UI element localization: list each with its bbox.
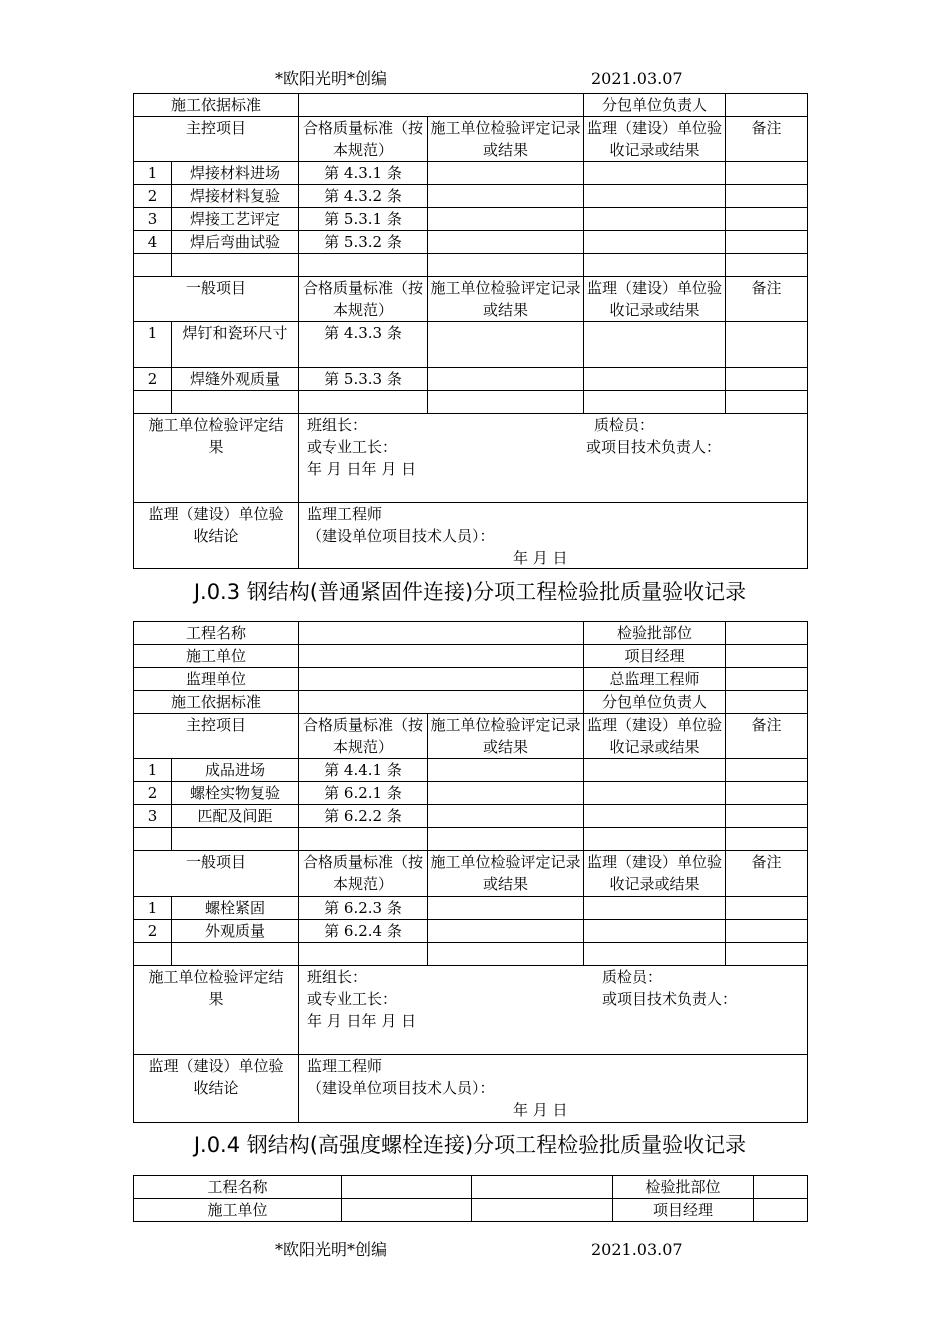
supervisor-record-header: 监理（建设）单位验收记录或结果 <box>584 277 726 322</box>
supervisor-record-cell[interactable] <box>584 759 726 782</box>
supervisor-record-cell[interactable] <box>584 782 726 805</box>
supervisor-record-cell[interactable] <box>584 322 726 368</box>
date-line: 年 月 日年 月 日 <box>307 1012 417 1030</box>
remark-cell[interactable] <box>726 368 808 391</box>
item-standard: 第 4.3.1 条 <box>299 162 428 185</box>
project-name-value[interactable] <box>342 1176 472 1199</box>
supervisor-record-header: 监理（建设）单位验收记录或结果 <box>584 714 726 759</box>
item-standard: 第 6.2.2 条 <box>299 805 428 828</box>
item-number: 2 <box>134 368 172 391</box>
remark-header: 备注 <box>726 117 808 162</box>
supervisor-record-cell[interactable] <box>584 368 726 391</box>
item-name: 成品进场 <box>172 759 299 782</box>
contractor-record-cell[interactable] <box>428 208 584 231</box>
batch-position-value[interactable] <box>754 1176 808 1199</box>
project-name-value[interactable] <box>299 622 584 645</box>
header-date: 2021.03.07 <box>591 69 683 88</box>
standard-header: 合格质量标准（按本规范） <box>299 851 428 897</box>
supervisor-record-header: 监理（建设）单位验收记录或结果 <box>584 117 726 162</box>
supervisor-record-cell[interactable] <box>584 897 726 920</box>
table-row <box>134 254 808 277</box>
table-row <box>134 391 808 414</box>
section-title: J.0.3 钢结构(普通紧固件连接)分项工程检验批质量验收记录 <box>193 580 747 604</box>
item-standard: 第 5.3.3 条 <box>299 368 428 391</box>
contractor-unit-label: 施工单位 <box>134 645 299 668</box>
contractor-record-cell[interactable] <box>428 185 584 208</box>
item-standard: 第 4.4.1 条 <box>299 759 428 782</box>
remark-cell[interactable] <box>726 759 808 782</box>
sign-date: 年 月 日 <box>513 549 568 567</box>
standard-header: 合格质量标准（按本规范） <box>299 277 428 322</box>
header-author: *欧阳光明*创编 <box>275 69 388 88</box>
engineer-label: 监理工程师 <box>307 1057 383 1075</box>
team-leader-label: 班组长： <box>307 968 368 986</box>
remark-header: 备注 <box>726 851 808 897</box>
remark-header: 备注 <box>726 277 808 322</box>
item-number: 1 <box>134 162 172 185</box>
contractor-record-cell[interactable] <box>428 805 584 828</box>
supervisor-record-cell[interactable] <box>584 208 726 231</box>
remark-cell[interactable] <box>726 920 808 943</box>
contractor-record-cell[interactable] <box>428 368 584 391</box>
remark-cell[interactable] <box>726 322 808 368</box>
item-name: 螺栓实物复验 <box>172 782 299 805</box>
table-row <box>134 368 808 391</box>
contractor-record-header: 施工单位检验评定记录或结果 <box>428 277 584 322</box>
contractor-record-header: 施工单位检验评定记录或结果 <box>428 851 584 897</box>
supervisor-record-cell[interactable] <box>584 185 726 208</box>
project-manager-value[interactable] <box>754 1199 808 1222</box>
remark-cell[interactable] <box>726 185 808 208</box>
batch-position-label: 检验批部位 <box>613 1176 754 1199</box>
contractor-record-cell[interactable] <box>428 322 584 368</box>
chief-supervisor-value[interactable] <box>726 668 808 691</box>
project-manager-label: 项目经理 <box>613 1199 754 1222</box>
contractor-unit-label: 施工单位 <box>134 1199 342 1222</box>
standard-header: 合格质量标准（按本规范） <box>299 117 428 162</box>
contractor-record-cell[interactable] <box>428 920 584 943</box>
batch-position-value[interactable] <box>726 622 808 645</box>
fastener-inspection-table <box>133 621 808 1123</box>
table-row <box>134 759 808 782</box>
contractor-record-header: 施工单位检验评定记录或结果 <box>428 714 584 759</box>
contractor-unit-value-2[interactable] <box>472 1199 613 1222</box>
supervisor-conclusion-cell[interactable] <box>299 1055 808 1123</box>
supervisor-record-cell[interactable] <box>584 231 726 254</box>
project-manager-label: 项目经理 <box>584 645 726 668</box>
item-number: 2 <box>134 920 172 943</box>
engineer-label: 监理工程师 <box>307 505 383 523</box>
contractor-conclusion-label: 施工单位检验评定结果 <box>134 966 299 1055</box>
table-row <box>134 897 808 920</box>
chief-supervisor-label: 总监理工程师 <box>584 668 726 691</box>
contractor-record-header: 施工单位检验评定记录或结果 <box>428 117 584 162</box>
owner-tech-label: （建设单位项目技术人员）： <box>307 1079 495 1097</box>
item-standard: 第 6.2.3 条 <box>299 897 428 920</box>
item-standard: 第 5.3.1 条 <box>299 208 428 231</box>
item-standard: 第 6.2.1 条 <box>299 782 428 805</box>
project-name-value-2[interactable] <box>472 1176 613 1199</box>
qc-label: 质检员： <box>594 416 655 434</box>
contractor-conclusion-label: 施工单位检验评定结果 <box>134 414 299 503</box>
supervisor-record-cell[interactable] <box>584 805 726 828</box>
contractor-conclusion-cell[interactable] <box>299 966 808 1055</box>
contractor-record-cell[interactable] <box>428 782 584 805</box>
remark-cell[interactable] <box>726 805 808 828</box>
item-number: 4 <box>134 231 172 254</box>
table-row <box>134 322 808 368</box>
general-items-header: 一般项目 <box>134 851 299 897</box>
subcontractor-head-label: 分包单位负责人 <box>584 94 726 117</box>
supervisor-record-cell[interactable] <box>584 920 726 943</box>
qc-label: 质检员： <box>602 968 663 986</box>
team-leader-label: 班组长： <box>307 416 368 434</box>
contractor-conclusion-cell[interactable] <box>299 414 808 503</box>
item-number: 3 <box>134 805 172 828</box>
basis-standard-label: 施工依据标准 <box>134 691 299 714</box>
table-row <box>134 828 808 851</box>
pro-foreman-label: 或专业工长： <box>307 990 398 1008</box>
item-number: 2 <box>134 185 172 208</box>
table-row <box>134 782 808 805</box>
item-name: 外观质量 <box>172 920 299 943</box>
supervisor-conclusion-cell[interactable] <box>299 503 808 569</box>
welding-inspection-table <box>133 93 808 569</box>
supervisor-record-header: 监理（建设）单位验收记录或结果 <box>584 851 726 897</box>
item-number: 2 <box>134 782 172 805</box>
pro-foreman-label: 或专业工长： <box>307 438 398 456</box>
section-title: J.0.4 钢结构(高强度螺栓连接)分项工程检验批质量验收记录 <box>193 1133 747 1157</box>
date-line: 年 月 日年 月 日 <box>307 460 417 478</box>
batch-position-label: 检验批部位 <box>584 622 726 645</box>
main-items-header: 主控项目 <box>134 714 299 759</box>
item-standard: 第 4.3.2 条 <box>299 185 428 208</box>
supervisor-conclusion-label: 监理（建设）单位验收结论 <box>134 503 299 569</box>
item-number: 1 <box>134 897 172 920</box>
basis-standard-value[interactable] <box>299 94 584 117</box>
tech-head-label: 或项目技术负责人： <box>602 990 738 1008</box>
item-name: 螺栓紧固 <box>172 897 299 920</box>
subcontractor-head-value[interactable] <box>726 94 808 117</box>
item-name: 焊缝外观质量 <box>172 368 299 391</box>
basis-standard-label: 施工依据标准 <box>134 94 299 117</box>
project-name-label: 工程名称 <box>134 1176 342 1199</box>
table-row <box>134 208 808 231</box>
item-name: 焊接材料进场 <box>172 162 299 185</box>
item-name: 焊接工艺评定 <box>172 208 299 231</box>
sign-date: 年 月 日 <box>513 1101 568 1119</box>
supervisor-record-cell[interactable] <box>584 162 726 185</box>
item-number: 1 <box>134 759 172 782</box>
owner-tech-label: （建设单位项目技术人员）： <box>307 527 495 545</box>
item-standard: 第 5.3.2 条 <box>299 231 428 254</box>
high-strength-bolt-table <box>133 1175 808 1222</box>
contractor-record-cell[interactable] <box>428 759 584 782</box>
contractor-record-cell[interactable] <box>428 162 584 185</box>
contractor-record-cell[interactable] <box>428 231 584 254</box>
main-items-header: 主控项目 <box>134 117 299 162</box>
table-row <box>134 920 808 943</box>
remark-cell[interactable] <box>726 231 808 254</box>
remark-cell[interactable] <box>726 162 808 185</box>
project-name-label: 工程名称 <box>134 622 299 645</box>
standard-header: 合格质量标准（按本规范） <box>299 714 428 759</box>
item-name: 匹配及间距 <box>172 805 299 828</box>
table-row <box>134 943 808 966</box>
contractor-record-cell[interactable] <box>428 897 584 920</box>
footer-author: *欧阳光明*创编 <box>275 1240 388 1259</box>
item-name: 焊钉和瓷环尺寸 <box>172 322 299 368</box>
item-name: 焊接材料复验 <box>172 185 299 208</box>
table-row <box>134 185 808 208</box>
remark-cell[interactable] <box>726 897 808 920</box>
supervision-unit-label: 监理单位 <box>134 668 299 691</box>
contractor-unit-value[interactable] <box>342 1199 472 1222</box>
general-items-header: 一般项目 <box>134 277 299 322</box>
table-row <box>134 805 808 828</box>
contractor-unit-value[interactable] <box>299 645 584 668</box>
remark-cell[interactable] <box>726 208 808 231</box>
item-name: 焊后弯曲试验 <box>172 231 299 254</box>
project-manager-value[interactable] <box>726 645 808 668</box>
subcontractor-head-value[interactable] <box>726 691 808 714</box>
remark-cell[interactable] <box>726 782 808 805</box>
remark-header: 备注 <box>726 714 808 759</box>
basis-standard-value[interactable] <box>299 691 584 714</box>
footer-date: 2021.03.07 <box>591 1240 683 1259</box>
table-row <box>134 162 808 185</box>
tech-head-label: 或项目技术负责人： <box>586 438 722 456</box>
subcontractor-head-label: 分包单位负责人 <box>584 691 726 714</box>
item-standard: 第 4.3.3 条 <box>299 322 428 368</box>
supervisor-conclusion-label: 监理（建设）单位验收结论 <box>134 1055 299 1123</box>
table-row <box>134 231 808 254</box>
item-standard: 第 6.2.4 条 <box>299 920 428 943</box>
item-number: 3 <box>134 208 172 231</box>
supervision-unit-value[interactable] <box>299 668 584 691</box>
item-number: 1 <box>134 322 172 368</box>
